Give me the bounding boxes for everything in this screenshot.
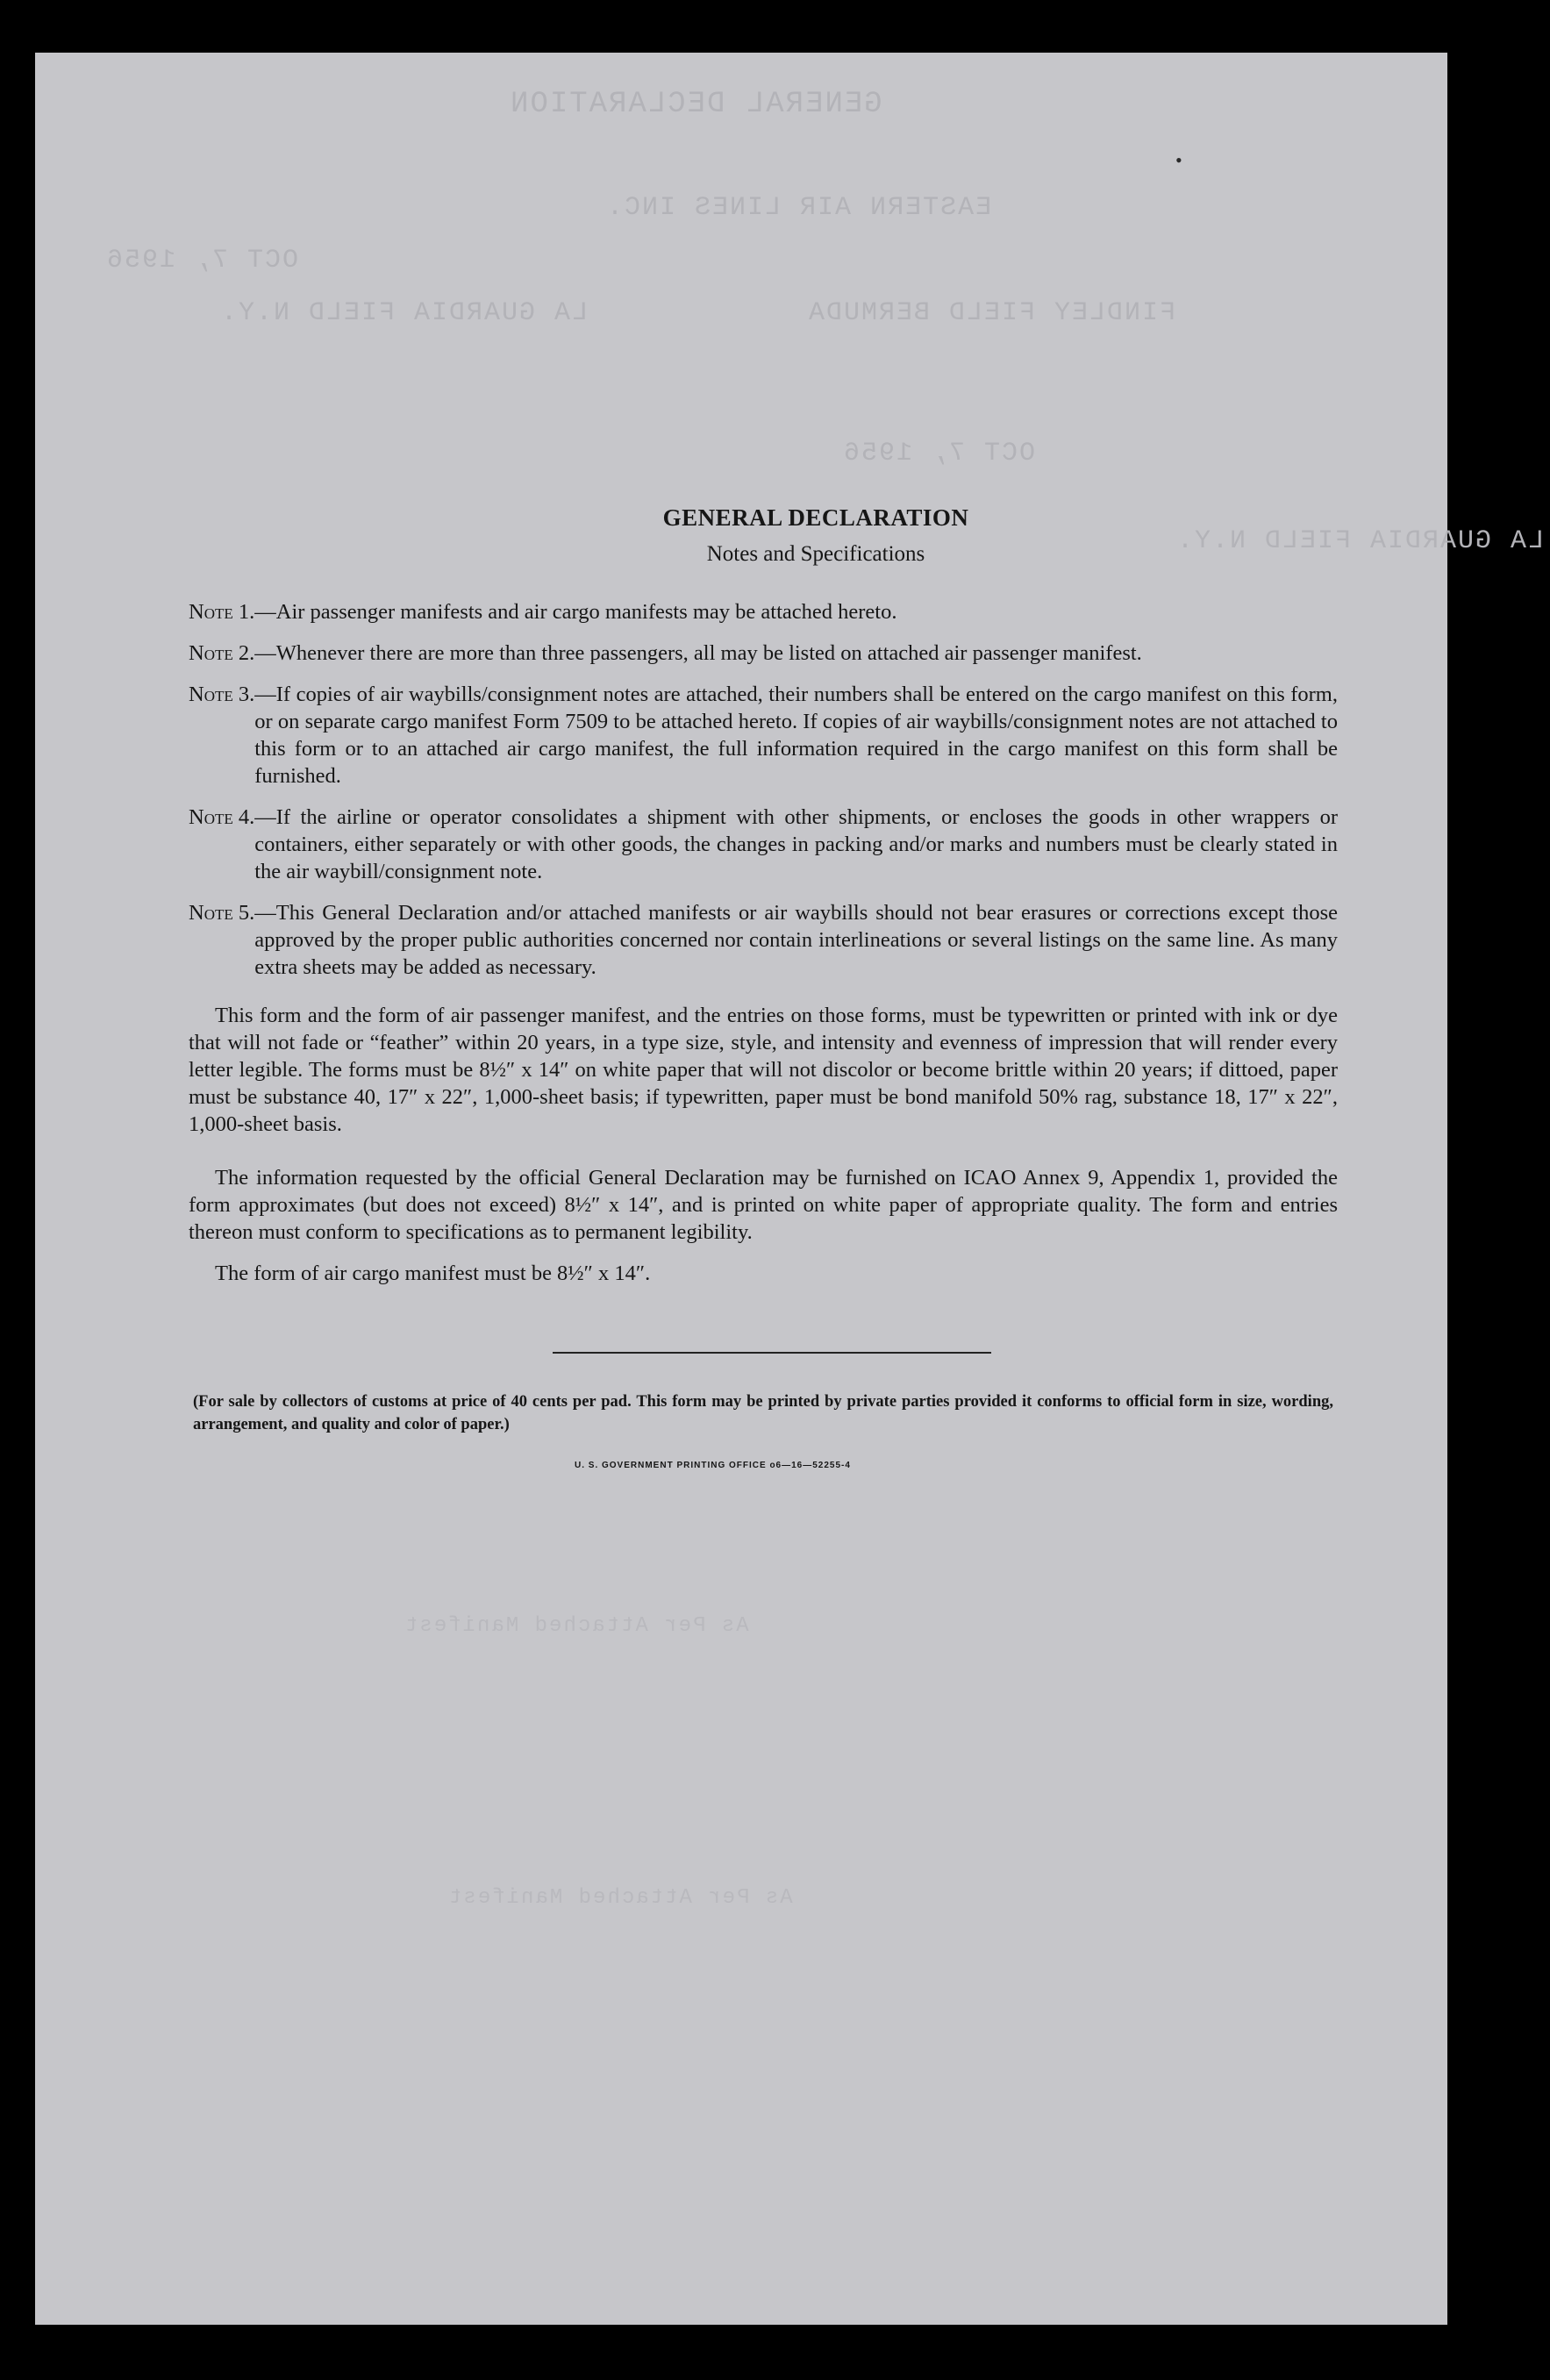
bleed-through-carrier: EASTERN AIR LINES INC. [605,193,992,223]
bleed-through-manifest-1: As Per Attached Manifest [404,1614,749,1638]
note-label: Note 4. [189,805,255,829]
printer-line: U. S. GOVERNMENT PRINTING OFFICE o6—16—52255-4 [575,1461,851,1470]
note-4 [189,804,1338,885]
bleed-through-origin-top: FINDLEY FIELD BERMUDA [807,298,1176,328]
bleed-through-destination-mid: LA GUARDIA FIELD N.Y. [1175,526,1545,556]
note-text: —If the airline or operator consolidates a shipment with other shipments, or encloses the goods in other wrappers or containers, either separately or with other goods, the changes in packing and/or marks and numbers must be clearly stated in the air waybill/consignment note. [254,805,1338,883]
document-page [35,53,1545,2325]
declaration-notes [189,504,1338,1470]
bleed-through-destination-top: LA GUARDIA FIELD N.Y. [219,298,589,328]
bleed-through-date-top: OCT 7, 1956 [105,246,299,275]
note-5 [189,899,1338,981]
sale-note: (For sale by collectors of customs at price of 40 cents per pad. This form may be printed by private parties provided it conforms to official form in size, wording, arrangement, and quality and color of paper.) [193,1393,1333,1433]
note-label: Note 2. [189,641,255,665]
stray-dot-mark: • [1175,149,1182,171]
note-1 [189,598,1338,625]
note-text: —Whenever there are more than three passengers, all may be listed on attached air passenger manifest. [254,641,1142,665]
bleed-through-manifest-2: As Per Attached Manifest [447,1886,793,1910]
page-title: GENERAL DECLARATION [662,504,969,531]
note-text: —This General Declaration and/or attached manifests or air waybills should not bear erasures or corrections except those approved by the proper public authorities concerned nor contain interlineations or several listings on the same line. As many extra sheets may be added as necessary. [254,901,1338,979]
note-2 [189,640,1338,667]
note-label: Note 3. [189,683,255,706]
divider-rule [553,1352,991,1354]
note-label: Note 1. [189,600,255,624]
note-text: —Air passenger manifests and air cargo manifests may be attached hereto. [254,600,897,624]
note-label: Note 5. [189,901,255,925]
form-specification-paragraph: This form and the form of air passenger manifest, and the entries on those forms, must be typewritten or printed with ink or dye that will not fade or “feather” within 20 years, in a type size, style, and intensity and evenness of impression that will render every letter legible. The forms must be 8½″ x 14″ on white paper that will not discolor or become brittle within 20 years; if dittoed, paper must be substance 40, 17″ x 22″, 1,000-sheet basis; if typewritten, paper must be bond manifold 50% rag, substance 18, 17″ x 22″, 1,000-sheet basis. [189,1004,1338,1136]
note-3 [189,681,1338,790]
bleed-through-heading: GENERAL DECLARATION [509,88,882,121]
icao-paragraph: The information requested by the official General Declaration may be furnished on ICAO Annex 9, Appendix 1, provided the form approximates (but does not exceed) 8½″ x 14″, and is printed on white paper of appropriate quality. The form and entries thereon must conform to specifications as to permanent legibility. [189,1166,1338,1244]
page-subtitle: Notes and Specifications [706,542,925,566]
note-text: —If copies of air waybills/consignment notes are attached, their numbers shall be entered on the cargo manifest on this form, or on separate cargo manifest Form 7509 to be attached hereto. If copies of air waybills/consignment notes are not attached to this form or to an attached air cargo manifest, the full information required in the cargo manifest on this form shall be furnished. [254,683,1338,788]
cargo-manifest-size-paragraph: The form of air cargo manifest must be 8½″ x 14″. [215,1261,651,1285]
bleed-through-date-mid: OCT 7, 1956 [842,439,1036,468]
